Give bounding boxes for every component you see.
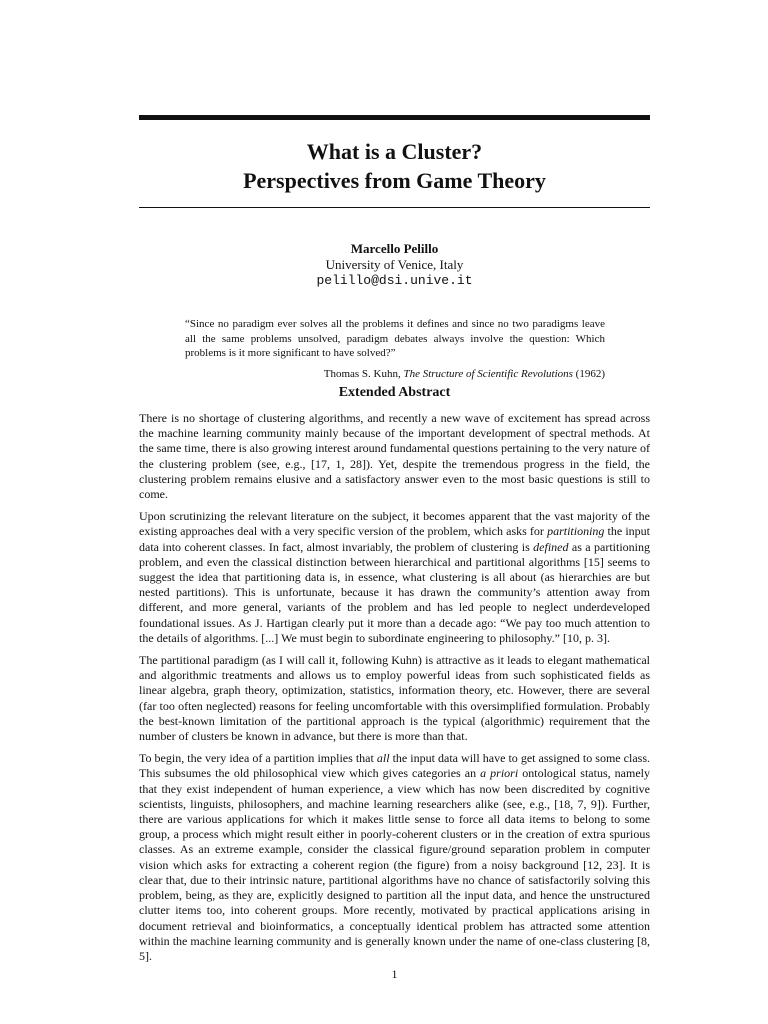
paragraph-2-part-e: as a partitioning problem, and even the classical distinction between hierarchical and partitional algorithms [15] seems to suggest the idea that partitioning data is, in essence, what clustering is all about (as hierarchies are but nested partitions). This is unfortunate, because it has drawn the community’s attention away from different, and more general, variants of the problem and has led people to neglect underdeveloped foundational issues. As J. Hartigan clearly put it more than a decade ago: “We pay too much attention to the details of algorithms. [...] We must begin to subordinate engineering to philosophy.” [10, p. 3].: [139, 539, 650, 645]
paragraph-1: There is no shortage of clustering algorithms, and recently a new wave of excitement has spread across the machine learning community mainly because of the important development of spectral methods. At the same time, there is also growing interest around fundamental questions pertaining to the very nature of the clustering problem (see, e.g., [17, 1, 28]). Yet, despite the tremendous progress in the field, the clustering problem remains elusive and a satisfactory answer even to the most basic questions is still to come.: [139, 411, 650, 502]
paragraph-2-emph-partitioning: partitioning: [547, 524, 605, 539]
title-line-2: Perspectives from Game Theory: [243, 168, 546, 193]
epigraph-text: “Since no paradigm ever solves all the problems it defines and since no two paradigms leave all the same problems unsolved, paradigm debates always involve the question: Which problems is it more significant to have solved?”: [185, 318, 605, 359]
paragraph-3: The partitional paradigm (as I will call it, following Kuhn) is attractive as it leads to elegant mathematical and algorithmic treatments and allows us to employ powerful ideas from such sophisticated fields as linear algebra, graph theory, optimization, statistics, information theory, etc. However, there are several (far too often neglected) reasons for feeling uncomfortable with this oversimplified formulation. Probably the best-known limitation of the partitional approach is the typical (algorithmic) requirement that the number of clusters be known in advance, but there is more than that.: [139, 653, 650, 744]
author-affiliation: University of Venice, Italy: [325, 257, 464, 272]
abstract-body: [139, 411, 650, 971]
page-number: 1: [391, 967, 398, 981]
title-line-1: What is a Cluster?: [306, 139, 483, 164]
section-heading: Extended Abstract: [338, 385, 451, 400]
paragraph-2-emph-defined: defined: [533, 539, 569, 554]
epigraph-attribution: [185, 367, 605, 382]
title-rule: [139, 207, 650, 208]
paragraph-4-emph-all: all: [376, 751, 390, 766]
paper-title: [139, 137, 650, 195]
paragraph-2: [139, 509, 650, 646]
epigraph-work: The Structure of Scientific Revolutions: [403, 367, 573, 380]
paragraph-4-part-c: the input data will have to get assigned to some class. This subsumes the old philosophical view which gives categories an: [139, 751, 650, 781]
author-email: pelillo@dsi.unive.it: [316, 273, 473, 288]
author-block: [139, 241, 650, 289]
epigraph: [185, 317, 605, 381]
paragraph-4-part-e: ontological status, namely that they exist independent of human experience, a view which has now been discredited by cognitive scientists, linguists, philosophers, and machine learning researchers alike (see, e.g., [18, 7, 9]). Further, there are various applications for which it makes little sense to force all data items to belong to some group, a process which might result either in poorly-coherent clusters or in the creation of extra spurious classes. As an extreme example, consider the classical figure/ground separation problem in computer vision which asks for extracting a coherent region (the figure) from a noisy background [12, 23]. It is clear that, due to their intrinsic nature, partitional algorithms have no chance of satisfactorily solving this problem, being, as they are, explicitly designed to partition all the input data, and hence the unstructured clutter items too, into coherent groups. More recently, motivated by practical applications arising in document retrieval and bioinformatics, a conceptually identical problem has attracted some attention within the machine learning community and is generally known under the name of one-class clustering [8, 5].: [139, 766, 650, 963]
top-rule: [139, 115, 650, 120]
epigraph-year: (1962): [572, 367, 605, 380]
epigraph-author: Thomas S. Kuhn,: [323, 367, 404, 380]
paragraph-2-part-c: the input data into coherent classes. In fact, almost invariably, the problem of clustering is: [139, 524, 650, 554]
paragraph-2-part-a: Upon scrutinizing the relevant literature on the subject, it becomes apparent that the vast majority of the existing approaches deal with a very specific version of the problem, which asks for: [139, 509, 650, 539]
paragraph-4-emph-a-priori: a priori: [480, 766, 519, 781]
paragraph-4: [139, 751, 650, 964]
author-name: Marcello Pelillo: [350, 241, 439, 256]
paper-page: [139, 0, 650, 1024]
paragraph-4-part-a: To begin, the very idea of a partition implies that: [139, 751, 377, 766]
